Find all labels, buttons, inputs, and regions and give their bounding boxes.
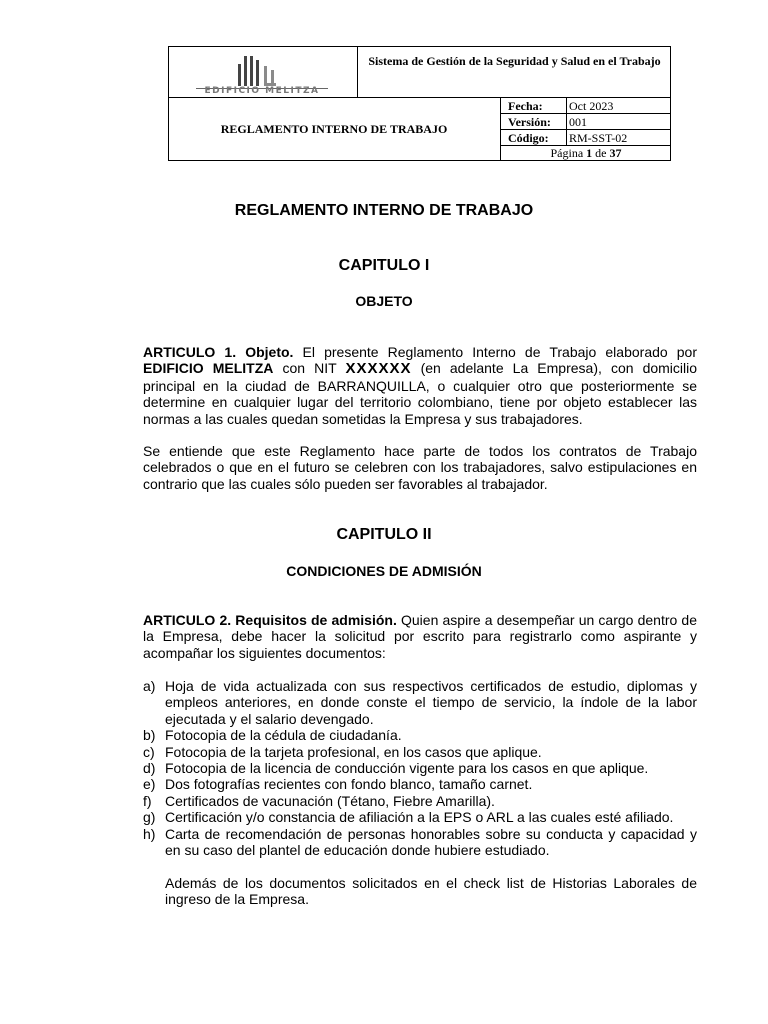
list-marker: f) (143, 792, 152, 809)
nit-value: XXXXXX (345, 360, 412, 378)
list-item (143, 793, 697, 809)
page-total: 37 (609, 146, 622, 160)
system-title: Sistema de Gestión de la Seguridad y Salud en el Trabajo (368, 54, 661, 68)
chapter-2-subheading: CONDICIONES DE ADMISIÓN (286, 563, 482, 579)
list-item (143, 760, 697, 776)
article-2-paragraph (143, 612, 697, 661)
document-header (168, 46, 671, 161)
article-2-closing: Además de los documentos solicitados en el check list de Historias Laborales de ingreso de la Empresa. (165, 875, 697, 908)
version-value: 001 (569, 115, 587, 129)
list-item (143, 809, 697, 825)
article-1-text-c: (en adelante La Empresa), con domicilio principal en la ciudad de BARRANQUILLA, o cualquier otro que posteriormente se determine en cualquier lugar del territorio colombiano, tiene por objeto establecer las normas a las cuales quedan sometidas la Empresa y sus trabajadores. (143, 360, 698, 427)
list-item-text: Dos fotografías recientes con fondo blanco, tamaño carnet. (165, 776, 533, 793)
list-item-text: Carta de recomendación de personas honorables sobre su conducta y capacidad y en su caso del plantel de educación donde hubiere estudiado. (165, 825, 697, 859)
article-1-paragraph (143, 344, 697, 427)
list-item-text: Certificados de vacunación (Tétano, Fiebre Amarilla). (165, 792, 495, 809)
list-marker: a) (143, 678, 156, 694)
chapter-1-subheading: OBJETO (355, 293, 413, 309)
list-item-text: Fotocopia de la cédula de ciudadanía. (165, 727, 402, 744)
list-marker: c) (143, 743, 155, 760)
list-item-text: Fotocopia de la tarjeta profesional, en los casos que aplique. (165, 743, 542, 760)
page-number (501, 146, 671, 161)
page-prefix: Página (550, 146, 584, 160)
codigo-value: RM-SST-02 (569, 131, 628, 145)
list-item (143, 727, 697, 743)
version-label: Versión: (508, 115, 551, 129)
logo-text: EDIFICIO MELITZA (204, 86, 320, 96)
article-2-text: Quien aspire a desempeñar un cargo dentro de la Empresa, debe hacer la solicitud por escrito para registrarlo como aspirante y acompañar los siguientes documentos: (143, 612, 697, 661)
codigo-label: Código: (508, 131, 549, 145)
article-1-paragraph-2: Se entiende que este Reglamento hace parte de todos los contratos de Trabajo celebrados o que en el futuro se celebren con los trabajadores, salvo estipulaciones en contrario que las cuales sólo pueden ser favorables al trabajador. (143, 443, 697, 492)
page-current: 1 (586, 146, 593, 160)
list-item (143, 678, 697, 727)
list-item (143, 776, 697, 792)
list-marker: e) (143, 776, 156, 793)
list-marker: g) (143, 809, 156, 826)
fecha-value: Oct 2023 (569, 99, 614, 113)
article-2-label: ARTICULO 2. Requisitos de admisión. (143, 612, 397, 628)
list-item-text: Fotocopia de la licencia de conducción vigente para los casos en que aplique. (165, 760, 649, 777)
list-item-text: Certificación y/o constancia de afiliación a la EPS o ARL a las cuales esté afiliado. (165, 809, 674, 826)
article-1-text-b: con NIT (282, 360, 337, 377)
company-logo (168, 46, 357, 98)
requirements-list (143, 678, 697, 858)
list-marker: d) (143, 760, 156, 777)
document-title: REGLAMENTO INTERNO DE TRABAJO (234, 202, 534, 219)
article-1-text-a: El presente Reglamento Interno de Trabajo elaborado por (302, 344, 698, 360)
article-1-label: ARTICULO 1. Objeto. (143, 344, 294, 360)
list-item-text: Hoja de vida actualizada con sus respectivos certificados de estudio, diplomas y empleos anteriores, en donde conste el tiempo de servicio, la índole de la labor ejecutada y el salario devengado. (165, 678, 697, 727)
list-item (143, 826, 697, 859)
header-document-name: REGLAMENTO INTERNO DE TRABAJO (220, 122, 448, 136)
list-item (143, 744, 697, 760)
list-marker: h) (143, 825, 156, 842)
fecha-label: Fecha: (508, 99, 543, 113)
chapter-1-heading: CAPITULO I (338, 257, 430, 274)
chapter-2-heading: CAPITULO II (336, 526, 432, 543)
page-of: de (595, 146, 607, 160)
company-name: EDIFICIO MELITZA (143, 360, 274, 377)
list-marker: b) (143, 727, 156, 744)
